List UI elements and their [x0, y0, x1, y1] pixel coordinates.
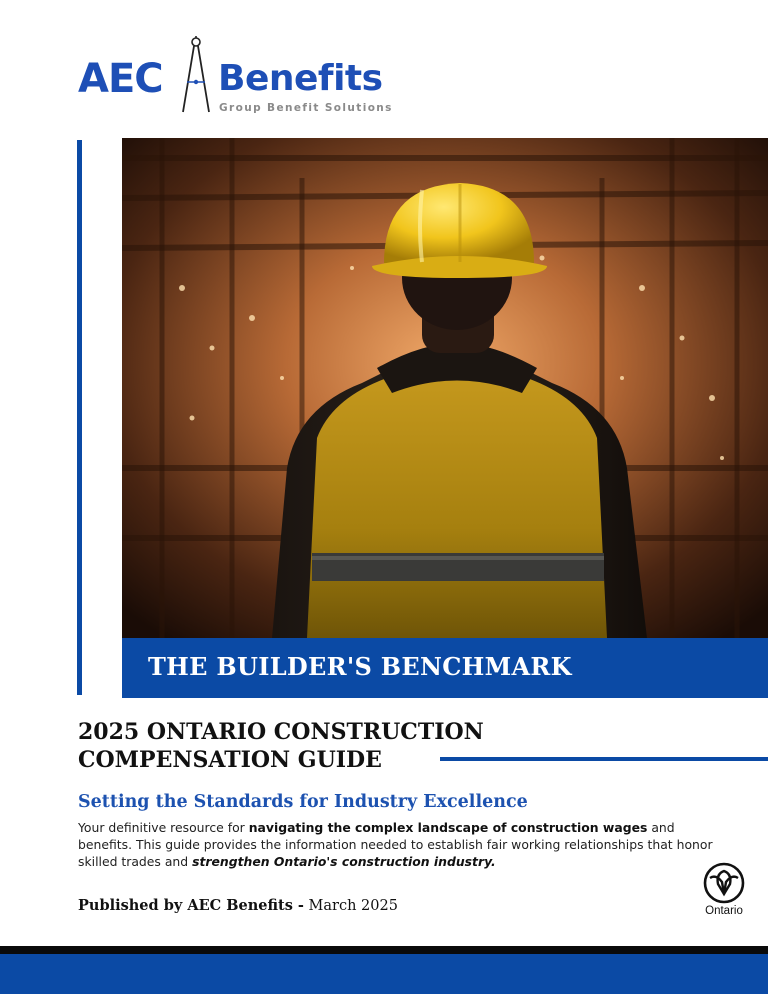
logo-tagline: Group Benefit Solutions	[219, 102, 393, 114]
logo-aec-text: AEC	[78, 56, 163, 102]
title-divider	[440, 757, 768, 761]
ontario-logo	[696, 862, 752, 922]
published-by: Published by AEC Benefits -	[78, 897, 304, 914]
main-title-line2: COMPENSATION GUIDE	[78, 747, 382, 773]
left-accent-line	[77, 140, 82, 695]
compass-icon	[178, 36, 214, 114]
trillium-icon	[696, 862, 752, 904]
ontario-label: Ontario	[705, 905, 743, 917]
subtitle: Setting the Standards for Industry Excellence	[78, 792, 528, 812]
footer-black-bar	[0, 946, 768, 954]
description-text-2: and benefits. This guide provides the information needed to establish fair working relationships that honor skilled trades and	[78, 820, 713, 869]
description	[78, 819, 728, 870]
description-bold-1: navigating the complex landscape of construction wages	[248, 820, 648, 835]
aec-benefits-logo	[78, 36, 398, 116]
hero-image	[122, 138, 768, 638]
description-bold-2: strengthen Ontario's construction industry.	[192, 854, 496, 869]
main-title	[78, 718, 598, 774]
published-line	[78, 897, 398, 914]
footer-blue-bar	[0, 954, 768, 994]
description-text-1: Your definitive resource for	[78, 820, 249, 835]
title-banner	[122, 638, 768, 698]
logo-benefits-text: Benefits	[218, 58, 383, 99]
main-title-line1: 2025 ONTARIO CONSTRUCTION	[78, 719, 484, 745]
banner-text: THE BUILDER'S BENCHMARK	[148, 652, 572, 681]
construction-worker-image	[122, 138, 768, 638]
published-date: March 2025	[303, 898, 398, 914]
